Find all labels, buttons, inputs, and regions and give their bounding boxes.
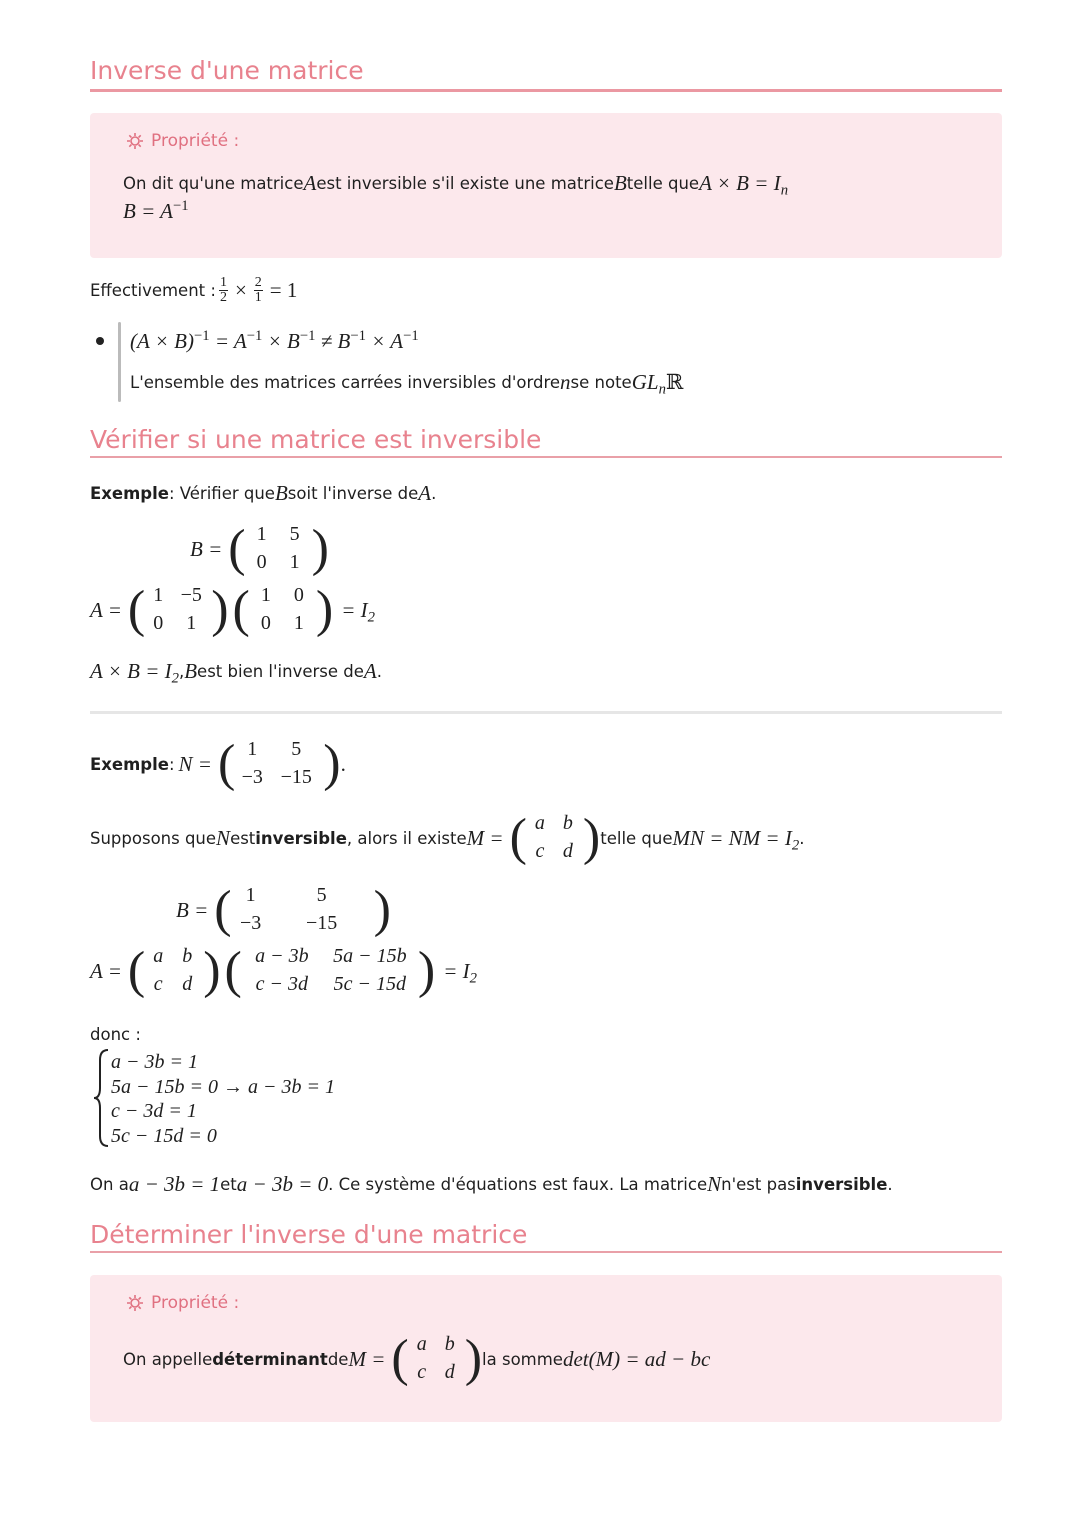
example1-text: : Vérifier que [168,484,275,503]
matrix-m: ( a b c d ) [509,809,601,866]
matrix-n: ( 1 5 −3 −15 ) [217,735,341,792]
equals-identity: = $I_2$ [341,597,375,625]
system-equation: a − 3b = 1 [111,1051,198,1073]
matrix-label: A = [90,958,122,983]
suppose-line: Supposons que N est inversible , alors il existe M = ( a b c d ) telle que MN = NM = $I_2$ . [90,809,805,866]
system-equation: 5a − 15b = 0 → a − 3b = 1 [111,1075,335,1098]
glnr-text: L'ensemble des matrices carrées inversibles d'ordre [130,373,561,392]
matrix-b-ex2: B = ( 1 5 −3 −15 ) [176,881,391,938]
matrix-product-ex1 [90,581,375,638]
effectivement-label: Effectivement : [90,281,216,300]
donc-label: donc : [90,1025,141,1044]
section-title-inverse: Inverse d'une matrice [90,56,364,85]
glnr-symbol: $GL_nℝ$ [631,370,684,398]
property-box-determinant [90,1275,1002,1422]
example-label: Exemple [90,484,169,503]
glnr-var-n: n [560,370,571,394]
property-definition [123,171,789,199]
matrix-a-ex1: ( 1 −5 0 1 ) [127,581,229,638]
def-text-a: On dit qu'une matrice [123,174,304,193]
def-equation: $A \times B = I_n$ [699,171,789,199]
example-label: Exemple [90,754,169,774]
times-sign: × [234,278,247,302]
matrix-label: B = [176,897,209,922]
property-title: Propriété : [151,1293,240,1313]
section-rule [90,1251,1002,1253]
fraction-two-one: $\frac{2}{1}$ [254,275,262,305]
glnr-text2: se note [570,373,632,392]
example1-var-a: A [418,481,432,505]
matrix-label: A = [90,597,122,622]
section-title-determiner: Déterminer l'inverse d'une matrice [90,1220,528,1249]
glnr-line [130,370,684,398]
equals-identity: = $I_2$ [443,958,477,986]
determinant-formula: det(M) = ad − bc [562,1346,711,1371]
def-inverse-equation: $B = A^{-1}$ [123,197,189,223]
property-header [125,131,239,151]
system-equation: 5c − 15d = 0 [111,1124,217,1147]
matrix-b-ex1: B = ( 1 5 0 1 ) [190,520,329,577]
matrix-product-ex2 [90,942,477,999]
section-rule [90,89,1002,92]
equation-system [111,1050,335,1148]
section-title-verifier: Vérifier si une matrice est inversible [90,425,542,454]
effectivement-result: = 1 [269,278,298,302]
def-text-b: est inversible s'il existe une matrice [316,174,614,193]
def-var-a: A [303,171,317,195]
separator [90,711,1002,714]
property-title: Propriété : [151,131,240,151]
matrix-a-ex2: ( a b c d ) [127,942,221,999]
property-box-inverse [90,113,1002,258]
example1-var-b: B [274,481,288,505]
bullet-dot [96,337,104,345]
matrix-label: N = [178,751,212,776]
system-equation: c − 3d = 1 [111,1100,197,1122]
inverse-product-equation: $(A \times B)^{-1} = A^{-1} \times B^{-1} \ne B^{-1} \times A^{-1}$ [130,327,419,353]
example1-line: Exemple : Vérifier que B soit l'inverse de A . [90,481,437,505]
section-rule [90,456,1002,458]
def-text-c: telle que [626,174,700,193]
example2-conclusion: On a a − 3b = 1 et a − 3b = 0 . Ce système d'équations est faux. La matrice N n'est pas inversible . [90,1172,893,1196]
gear-icon [125,131,145,151]
example2-line: Exemple : N = ( 1 5 −3 −15 ) . [90,735,346,792]
def-var-b: B [613,171,627,195]
matrix-m-det: ( a b c d ) [391,1330,483,1387]
determinant-definition: On appelle déterminant de M = ( a b c d ) la somme det(M) = ad − bc [123,1330,711,1387]
system-brace [92,1048,112,1148]
matrix-label: B = [190,536,223,561]
fraction-one-half: $\frac{1}{2}$ [219,275,227,305]
matrix-product-result-ex2: ( a − 3b 5a − 15b c − 3d 5c − 15d ) [224,942,436,999]
matrix-product-result-ex1: ( 1 0 0 1 ) [232,581,334,638]
example1-text2: soit l'inverse de [287,484,419,503]
bullet-bar [118,322,121,402]
gear-icon [125,1293,145,1313]
effectivement-line [90,276,297,305]
example1-conclusion: $A \times B = I_2$ , B est bien l'inverse de A . [90,659,382,687]
property-header [125,1293,239,1313]
